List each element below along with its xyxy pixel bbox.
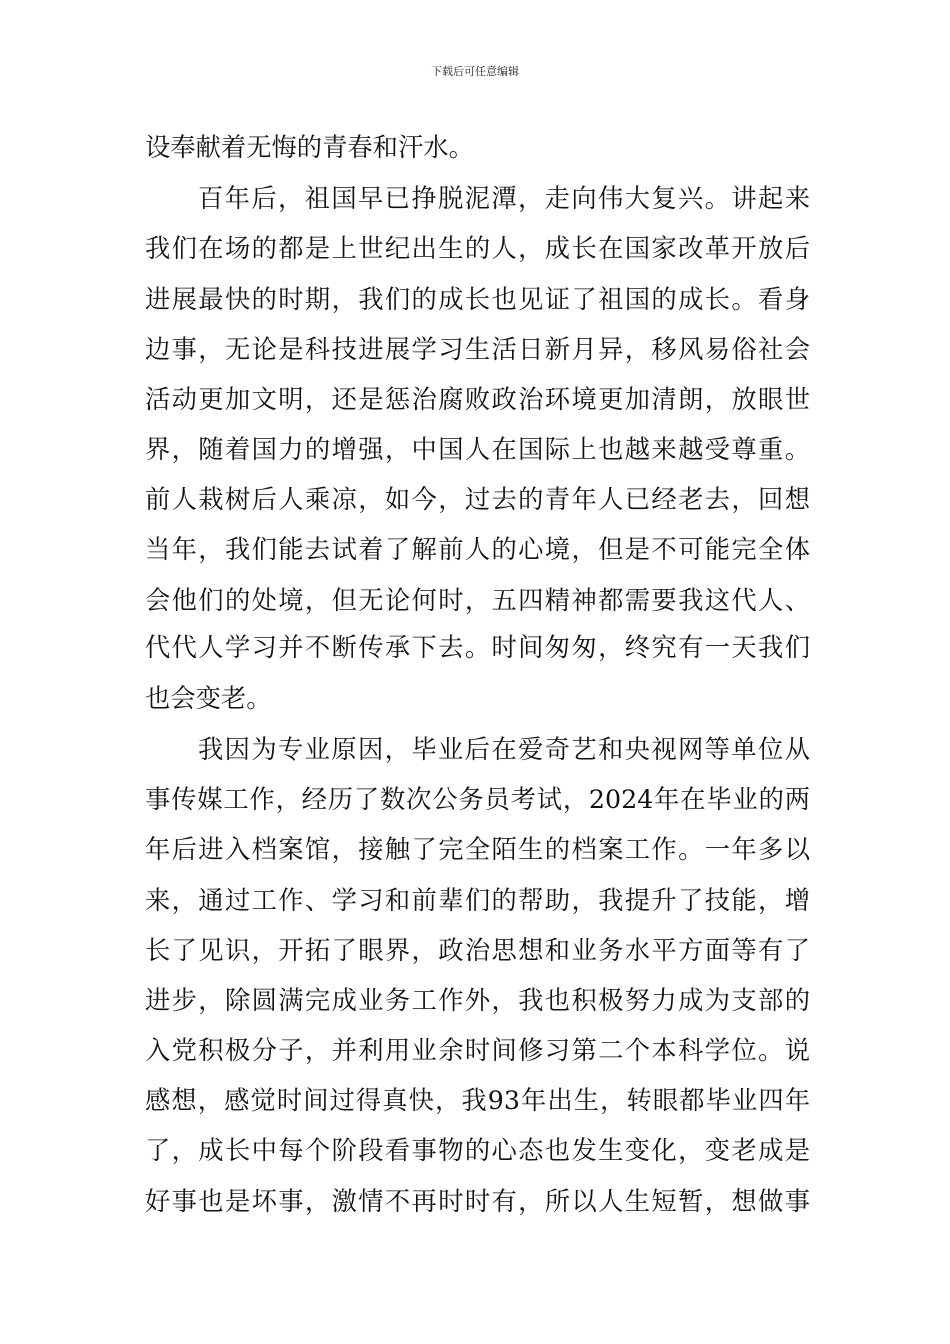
text-line: 我们在场的都是上世纪出生的人，成长在国家改革开放后 [145, 234, 810, 263]
text-line: 我因为专业原因，毕业后在爱奇艺和央视网等单位从 [198, 735, 810, 764]
text-line: 了，成长中每个阶段看事物的心态也发生变化，变老成是 [145, 1136, 810, 1165]
text-line: 会他们的处境，但无论何时，五四精神都需要我这代人、 [145, 586, 810, 615]
text-line: 长了见识，开拓了眼界，政治思想和业务水平方面等有了 [145, 936, 810, 965]
text-line: 入党积极分子，并利用业余时间修习第二个本科学位。说 [145, 1036, 810, 1065]
text-line: 边事，无论是科技进展学习生活日新月异，移风易俗社会 [145, 335, 810, 364]
text-line: 前人栽树后人乘凉，如今，过去的青年人已经老去，回想 [145, 485, 810, 514]
text-line: 好事也是坏事，激情不再时时有，所以人生短暂，想做事 [145, 1187, 810, 1216]
text-line: 进展最快的时期，我们的成长也见证了祖国的成长。看身 [145, 285, 810, 314]
text-line: 百年后，祖国早已挣脱泥潭，走向伟大复兴。讲起来 [198, 184, 810, 213]
text-line: 当年，我们能去试着了解前人的心境，但是不可能完全体 [145, 535, 810, 564]
text-line: 感想，感觉时间过得真快，我93年出生，转眼都毕业四年 [145, 1086, 810, 1115]
text-line: 事传媒工作，经历了数次公务员考试，2024年在毕业的两 [145, 785, 810, 814]
text-line: 设奉献着无悔的青春和汗水。 [145, 133, 474, 162]
text-line: 年后进入档案馆，接触了完全陌生的档案工作。一年多以 [145, 835, 810, 864]
text-line: 也会变老。 [145, 684, 272, 713]
text-line: 代代人学习并不断传承下去。时间匆匆，终究有一天我们 [145, 633, 810, 662]
text-line: 界，随着国力的增强，中国人在国际上也越来越受尊重。 [145, 435, 810, 464]
text-line: 进步，除圆满完成业务工作外，我也积极努力成为支部的 [145, 986, 810, 1015]
text-line: 来，通过工作、学习和前辈们的帮助，我提升了技能，增 [145, 886, 810, 915]
page-header: 下载后可任意编辑 [431, 65, 519, 78]
text-line: 活动更加文明，还是惩治腐败政治环境更加清朗，放眼世 [145, 385, 810, 414]
